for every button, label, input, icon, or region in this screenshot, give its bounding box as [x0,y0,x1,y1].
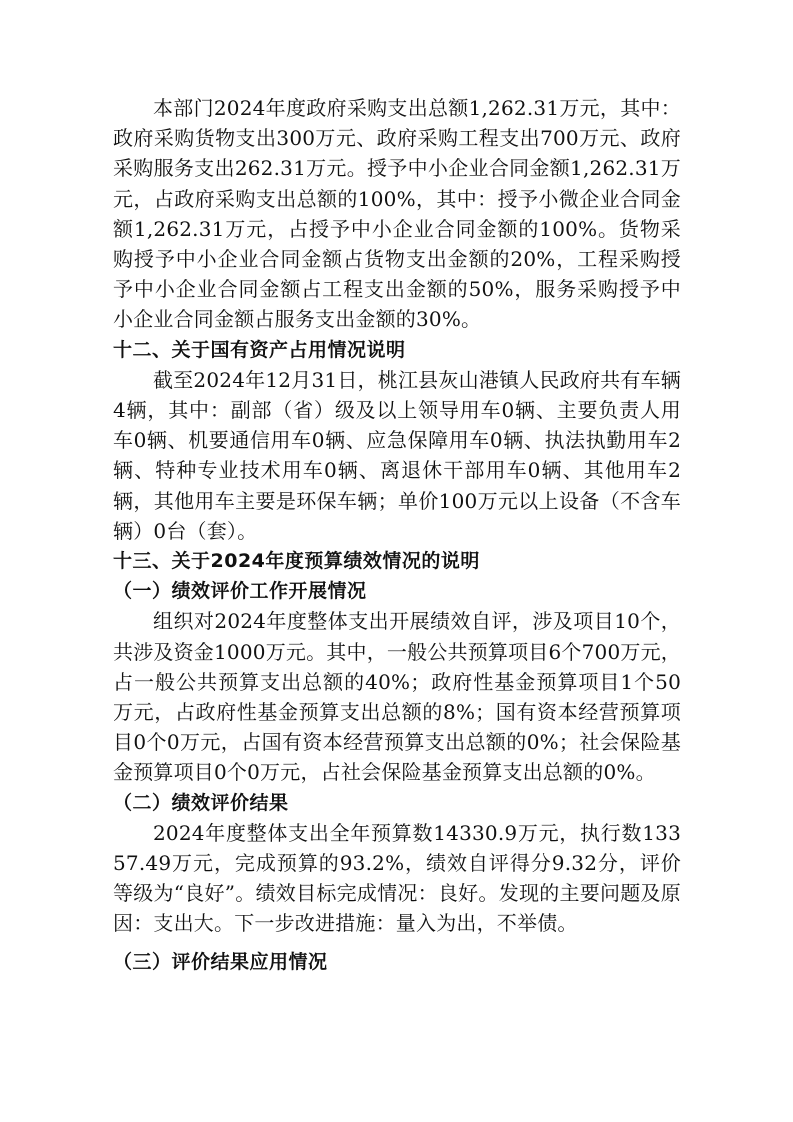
subsection-2-heading: （二）绩效评价结果 [113,791,289,814]
procurement-paragraph: 本部门2024年度政府采购支出总额1,262.31万元，其中：政府采购货物支出300万元、政府采购工程支出700万元、政府采购服务支出262.31万元。授予中小企业合同金额1,262.31万元，占政府采购支出总额的100%，其中：授予小微企业合同金额1,262.31万元，占授予中小企业合同金额的100%。货物采购授予中小企业合同金额占货物支出金额的20%，工程采购授予中小企业合同金额占工程支出金额的50%，服务采购授予中小企业合同金额占服务支出金额的30%。 [113,96,681,332]
subsection-3-heading: （三）评价结果应用情况 [113,950,328,973]
evaluation-work-paragraph: 组织对2024年度整体支出开展绩效自评，涉及项目10个，共涉及资金1000万元。其中，一般公共预算项目6个700万元，占一般公共预算支出总额的40%；政府性基金预算项目1个50万元，占政府性基金预算支出总额的8%；国有资本经营预算项目0个0万元，占国有资本经营预算支出总额的0%；社会保险基金预算项目0个0万元，占社会保险基金预算支出总额的0%。 [113,609,681,785]
evaluation-result-paragraph: 2024年度整体支出全年预算数14330.9万元，执行数13357.49万元，完成预算的93.2%，绩效自评得分9.32分，评价等级为“良好”。绩效目标完成情况：良好。发现的主要问题及原因：支出大。下一步改进措施：量入为出，不举债。 [113,820,681,936]
document-body [113,93,681,977]
section-12-heading: 十二、关于国有资产占用情况说明 [113,338,406,361]
section-13-heading: 十三、关于2024年度预算绩效情况的说明 [113,550,480,573]
subsection-1-heading: （一）绩效评价工作开展情况 [113,580,367,603]
assets-paragraph: 截至2024年12月31日，桃江县灰山港镇人民政府共有车辆4辆，其中：副部（省）级及以上领导用车0辆、主要负责人用车0辆、机要通信用车0辆、应急保障用车0辆、执法执勤用车2辆、特种专业技术用车0辆、离退休干部用车0辆、其他用车2辆，其他用车主要是环保车辆；单价100万元以上设备（不含车辆）0台（套）。 [113,367,681,543]
